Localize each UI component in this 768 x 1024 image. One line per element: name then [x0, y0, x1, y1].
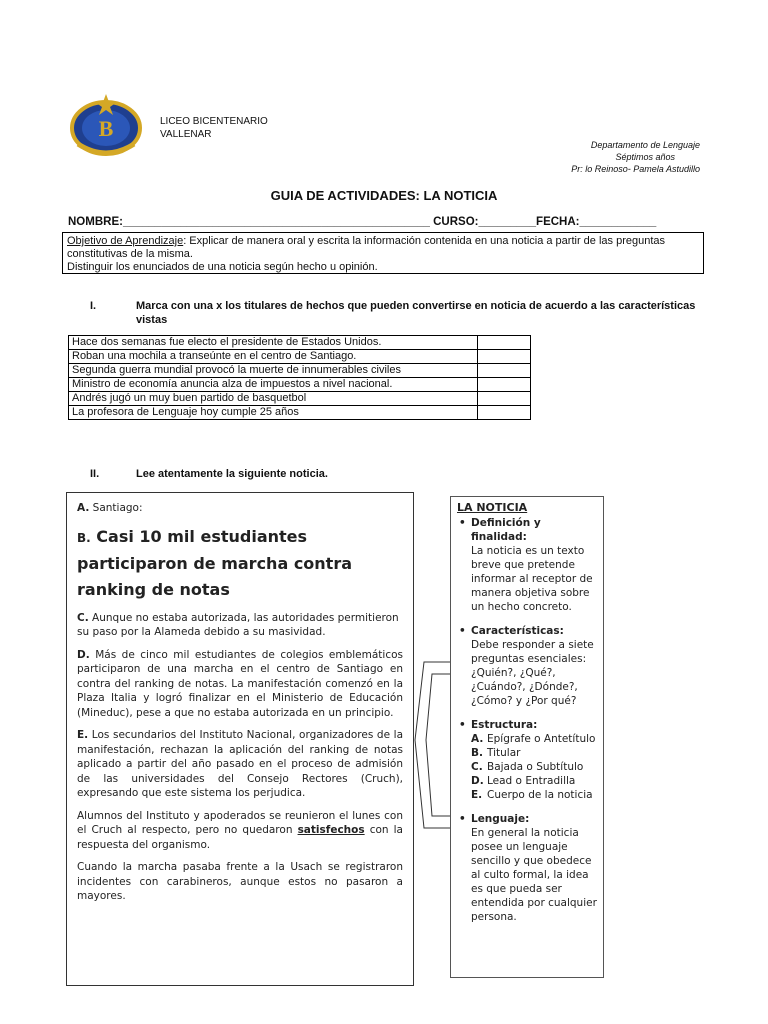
section-2-number: II.	[90, 468, 100, 480]
table-row	[69, 336, 531, 350]
page-title: GUIA DE ACTIVIDADES: LA NOTICIA	[270, 188, 498, 203]
news-body-p2: Alumnos del Instituto y apoderados se reunieron el lunes con el Cruch al respecto, pero no quedaron satisfechos con la respuesta del organismo.	[77, 809, 403, 851]
student-fields: NOMBRE:________________________________________________ CURSO:_________FECHA:____________	[68, 216, 657, 228]
structure-entry: E. Cuerpo de la noticia	[471, 789, 593, 801]
mark-cell[interactable]	[478, 406, 531, 420]
news-lead: D. Más de cinco mil estudiantes de colegios emblemáticos participaron de una marcha en el centro de Santiago en contra del ranking de notas. La manifestación comenzó en la Plaza Italia y logró finalizar en el Ministerio de Educación (Mineduc), pese a que no estaba autorizada en un principio.	[77, 648, 404, 719]
structure-item: • Estructura: A. Epígrafe o Antetítulo B. Titular C. Bajada o Subtítulo D. Lead o Entradilla E. Cuerpo de la noticia	[457, 718, 597, 802]
news-headline: B. Casi 10 mil estudiantes participaron de marcha contra ranking de notas	[77, 526, 353, 599]
headline-cell: Roban una mochila a transeúnte en el centro de Santiago.	[69, 350, 478, 364]
headline-cell: Ministro de economía anuncia alza de impuestos a nivel nacional.	[69, 378, 478, 392]
mark-cell[interactable]	[478, 336, 531, 350]
headlines-table	[68, 335, 531, 420]
grade-level: Séptimos años	[615, 152, 675, 162]
department-info	[571, 139, 700, 175]
mark-cell[interactable]	[478, 378, 531, 392]
objective-label: Objetivo de Aprendizaje	[67, 235, 184, 247]
headline-cell: Segunda guerra mundial provocó la muerte de innumerables civiles	[69, 364, 478, 378]
news-subtitle: C. Aunque no estaba autorizada, las autoridades permitieron su paso por la Alameda debido a su masividad.	[77, 611, 399, 638]
mark-cell[interactable]	[478, 350, 531, 364]
department-name: Departamento de Lenguaje	[590, 140, 700, 150]
news-epigraph: A. Santiago:	[77, 502, 143, 514]
school-name-line1: LICEO BICENTENARIO	[160, 116, 268, 127]
section-1-instruction: Marca con una x los titulares de hechos que pueden convertirse en noticia de acuerdo a las características vistas	[136, 300, 696, 326]
news-body-p3: Cuando la marcha pasaba frente a la Usach se registraron incidentes con carabineros, aunque estos no pasaron a mayores.	[77, 861, 403, 902]
school-name-line2: VALLENAR	[160, 129, 212, 140]
section-2-instruction: Lee atentamente la siguiente noticia.	[136, 468, 328, 480]
characteristics-item: • Características: Debe responder a siete preguntas esenciales: ¿Quién?, ¿Qué?, ¿Cuándo?, ¿Dónde?, ¿Cómo? y ¿Por qué?	[457, 624, 597, 708]
school-name	[160, 115, 268, 141]
table-row	[69, 364, 531, 378]
structure-entry: C. Bajada o Subtítulo	[471, 761, 584, 773]
mark-cell[interactable]	[478, 392, 531, 406]
definition-item: • Definición y finalidad: La noticia es un texto breve que pretende informar al receptor de manera objetiva sobre un hecho concreto.	[457, 516, 597, 614]
table-row	[69, 406, 531, 420]
objective-box	[62, 232, 704, 274]
structure-entry: D. Lead o Entradilla	[471, 775, 576, 787]
objective-text: : Explicar de manera oral y escrita la información contenida en una noticia a partir de las preguntas constitutivas de la misma.	[67, 235, 666, 260]
school-logo	[68, 92, 144, 158]
news-body: E. Los secundarios del Instituto Nacional, organizadores de la manifestación, rechazan la aplicación del ranking de notas aplicado a partir del año pasado en el proceso de admisión de las universidades del Consejo Rectores (Cruch), expresando que este sistema los perjudica.	[77, 729, 404, 799]
table-row	[69, 392, 531, 406]
news-info-sidebar	[450, 496, 604, 978]
mark-cell[interactable]	[478, 364, 531, 378]
section-1-number: I.	[90, 300, 97, 312]
objective-line2: Distinguir los enunciados de una noticia según hecho u opinión.	[67, 261, 378, 273]
teachers: Pr: lo Reinoso- Pamela Astudillo	[571, 164, 700, 174]
headline-cell: La profesora de Lenguaje hoy cumple 25 años	[69, 406, 478, 420]
sidebar-title: LA NOTICIA	[457, 501, 528, 514]
news-article	[66, 492, 414, 986]
table-row	[69, 350, 531, 364]
svg-text:B: B	[98, 116, 114, 141]
structure-entry: B. Titular	[471, 747, 521, 759]
table-row	[69, 378, 531, 392]
language-item: • Lenguaje: En general la noticia posee un lenguaje sencillo y que obedece al culto formal, la idea es que pueda ser entendida por cualquier persona.	[457, 812, 597, 924]
bracket-connector	[414, 660, 452, 830]
headline-cell: Andrés jugó un muy buen partido de basquetbol	[69, 392, 478, 406]
headline-cell: Hace dos semanas fue electo el presidente de Estados Unidos.	[69, 336, 478, 350]
structure-entry: A. Epígrafe o Antetítulo	[471, 733, 596, 745]
